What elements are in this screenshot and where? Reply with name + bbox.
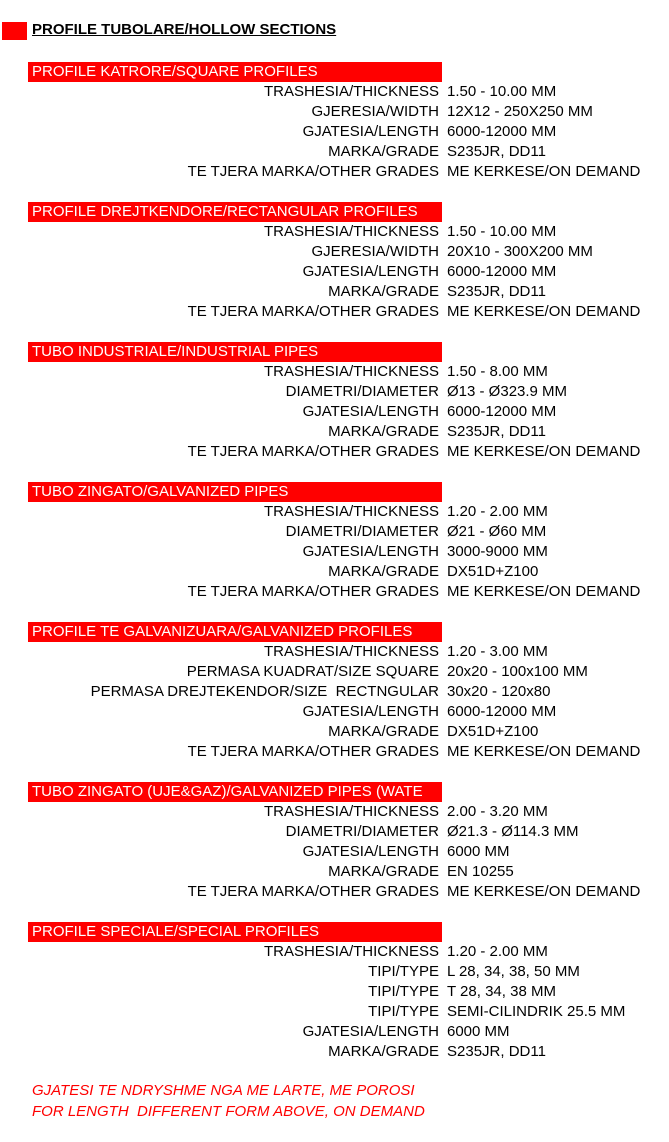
spec-label: TRASHESIA/THICKNESS <box>263 363 439 380</box>
spec-row <box>0 222 669 242</box>
spec-row <box>0 842 669 862</box>
spec-row <box>0 522 669 542</box>
footer-line-1: GJATESI TE NDRYSHME NGA ME LARTE, ME POROSI <box>32 1082 415 1099</box>
spec-row <box>0 982 669 1002</box>
spec-row <box>0 722 669 742</box>
spec-row <box>0 942 669 962</box>
spec-row <box>0 402 669 422</box>
spec-label: TRASHESIA/THICKNESS <box>263 643 439 660</box>
spec-value: EN 10255 <box>447 863 514 880</box>
spec-label: TRASHESIA/THICKNESS <box>263 943 439 960</box>
spec-row <box>0 882 669 902</box>
spec-row <box>0 1002 669 1022</box>
spec-label: MARKA/GRADE <box>328 723 439 740</box>
spec-label: DIAMETRI/DIAMETER <box>285 823 439 840</box>
spec-value: 3000-9000 MM <box>447 543 548 560</box>
spec-row <box>0 642 669 662</box>
spec-label: GJATESIA/LENGTH <box>302 263 439 280</box>
spec-value: 1.20 - 2.00 MM <box>447 503 548 520</box>
footer-note <box>32 1080 425 1122</box>
spec-row <box>0 362 669 382</box>
spec-value: ME KERKESE/ON DEMAND <box>447 883 641 900</box>
spec-row <box>0 582 669 602</box>
spec-value: 6000 MM <box>447 843 510 860</box>
spec-label: MARKA/GRADE <box>328 1043 439 1060</box>
spec-value: 6000-12000 MM <box>447 403 557 420</box>
spec-value: ME KERKESE/ON DEMAND <box>447 743 641 760</box>
spec-label: GJERESIA/WIDTH <box>311 243 439 260</box>
spec-label: TE TJERA MARKA/OTHER GRADES <box>187 583 439 600</box>
section-header: PROFILE DREJTKENDORE/RECTANGULAR PROFILES <box>28 202 442 222</box>
spec-row <box>0 742 669 762</box>
spec-label: GJATESIA/LENGTH <box>302 123 439 140</box>
section-header: TUBO ZINGATO/GALVANIZED PIPES <box>28 482 442 502</box>
spec-row <box>0 802 669 822</box>
spec-label: DIAMETRI/DIAMETER <box>285 523 439 540</box>
spec-label: TE TJERA MARKA/OTHER GRADES <box>187 163 439 180</box>
spec-value: ME KERKESE/ON DEMAND <box>447 583 641 600</box>
spec-label: TIPI/TYPE <box>368 963 439 980</box>
spec-row <box>0 382 669 402</box>
spec-value: 20X10 - 300X200 MM <box>447 243 593 260</box>
spec-row <box>0 102 669 122</box>
spec-row <box>0 542 669 562</box>
section-header: TUBO INDUSTRIALE/INDUSTRIAL PIPES <box>28 342 442 362</box>
spec-label: TE TJERA MARKA/OTHER GRADES <box>187 743 439 760</box>
spec-row <box>0 122 669 142</box>
spec-label: MARKA/GRADE <box>328 283 439 300</box>
spec-label: PERMASA DREJTEKENDOR/SIZE RECTNGULAR <box>90 683 439 700</box>
spec-label: TE TJERA MARKA/OTHER GRADES <box>187 303 439 320</box>
spec-row <box>0 82 669 102</box>
spec-row <box>0 1042 669 1062</box>
spec-value: 1.20 - 3.00 MM <box>447 643 548 660</box>
spec-label: MARKA/GRADE <box>328 143 439 160</box>
spec-value: DX51D+Z100 <box>447 563 539 580</box>
spec-row <box>0 662 669 682</box>
spec-row <box>0 962 669 982</box>
spec-label: TRASHESIA/THICKNESS <box>263 223 439 240</box>
spec-row <box>0 562 669 582</box>
section-header: PROFILE KATRORE/SQUARE PROFILES <box>28 62 442 82</box>
spec-value: 6000-12000 MM <box>447 703 557 720</box>
spec-label: GJATESIA/LENGTH <box>302 703 439 720</box>
section-header: PROFILE TE GALVANIZUARA/GALVANIZED PROFILES <box>28 622 442 642</box>
spec-value: 1.50 - 8.00 MM <box>447 363 548 380</box>
spec-label: MARKA/GRADE <box>328 563 439 580</box>
spec-label: GJATESIA/LENGTH <box>302 1023 439 1040</box>
spec-value: Ø13 - Ø323.9 MM <box>447 383 568 400</box>
spec-value: 6000-12000 MM <box>447 123 557 140</box>
spec-row <box>0 142 669 162</box>
spec-row <box>0 442 669 462</box>
spec-value: S235JR, DD11 <box>447 283 546 300</box>
spec-label: PERMASA KUADRAT/SIZE SQUARE <box>186 663 439 680</box>
spec-value: DX51D+Z100 <box>447 723 539 740</box>
spec-value: ME KERKESE/ON DEMAND <box>447 163 641 180</box>
spec-row <box>0 1022 669 1042</box>
spec-label: GJERESIA/WIDTH <box>311 103 439 120</box>
spec-value: Ø21.3 - Ø114.3 MM <box>447 823 579 840</box>
spec-value: T 28, 34, 38 MM <box>447 983 556 1000</box>
spec-value: 12X12 - 250X250 MM <box>447 103 593 120</box>
spec-row <box>0 262 669 282</box>
spec-value: 6000 MM <box>447 1023 510 1040</box>
spec-value: S235JR, DD11 <box>447 1043 546 1060</box>
spec-value: S235JR, DD11 <box>447 423 546 440</box>
spec-label: GJATESIA/LENGTH <box>302 843 439 860</box>
spec-label: MARKA/GRADE <box>328 863 439 880</box>
spec-label: TRASHESIA/THICKNESS <box>263 503 439 520</box>
spec-label: TE TJERA MARKA/OTHER GRADES <box>187 883 439 900</box>
spec-row <box>0 862 669 882</box>
spec-value: SEMI-CILINDRIK 25.5 MM <box>447 1003 626 1020</box>
spec-label: GJATESIA/LENGTH <box>302 543 439 560</box>
spec-value: 1.50 - 10.00 MM <box>447 223 557 240</box>
spec-value: ME KERKESE/ON DEMAND <box>447 443 641 460</box>
spec-value: S235JR, DD11 <box>447 143 546 160</box>
spec-value: 1.50 - 10.00 MM <box>447 83 557 100</box>
section-header: PROFILE SPECIALE/SPECIAL PROFILES <box>28 922 442 942</box>
spec-row <box>0 242 669 262</box>
spec-value: L 28, 34, 38, 50 MM <box>447 963 580 980</box>
spec-row <box>0 702 669 722</box>
spec-label: GJATESIA/LENGTH <box>302 403 439 420</box>
footer-line-2: FOR LENGTH DIFFERENT FORM ABOVE, ON DEMAND <box>32 1103 425 1120</box>
spec-label: TRASHESIA/THICKNESS <box>263 83 439 100</box>
spec-label: TIPI/TYPE <box>368 1003 439 1020</box>
spec-label: TE TJERA MARKA/OTHER GRADES <box>187 443 439 460</box>
title-marker <box>2 22 27 40</box>
spec-row <box>0 302 669 322</box>
spec-row <box>0 822 669 842</box>
spec-value: 6000-12000 MM <box>447 263 557 280</box>
spec-label: TRASHESIA/THICKNESS <box>263 803 439 820</box>
page-title: PROFILE TUBOLARE/HOLLOW SECTIONS <box>32 21 337 38</box>
spec-value: Ø21 - Ø60 MM <box>447 523 547 540</box>
spec-row <box>0 422 669 442</box>
spec-value: 20x20 - 100x100 MM <box>447 663 588 680</box>
section-header: TUBO ZINGATO (UJE&GAZ)/GALVANIZED PIPES (WATE <box>28 782 442 802</box>
spec-row <box>0 282 669 302</box>
spec-row <box>0 502 669 522</box>
spec-row <box>0 682 669 702</box>
spec-row <box>0 162 669 182</box>
spec-label: MARKA/GRADE <box>328 423 439 440</box>
spec-value: 30x20 - 120x80 <box>447 683 551 700</box>
spec-value: ME KERKESE/ON DEMAND <box>447 303 641 320</box>
spec-label: TIPI/TYPE <box>368 983 439 1000</box>
spec-value: 2.00 - 3.20 MM <box>447 803 548 820</box>
spec-label: DIAMETRI/DIAMETER <box>285 383 439 400</box>
spec-value: 1.20 - 2.00 MM <box>447 943 548 960</box>
